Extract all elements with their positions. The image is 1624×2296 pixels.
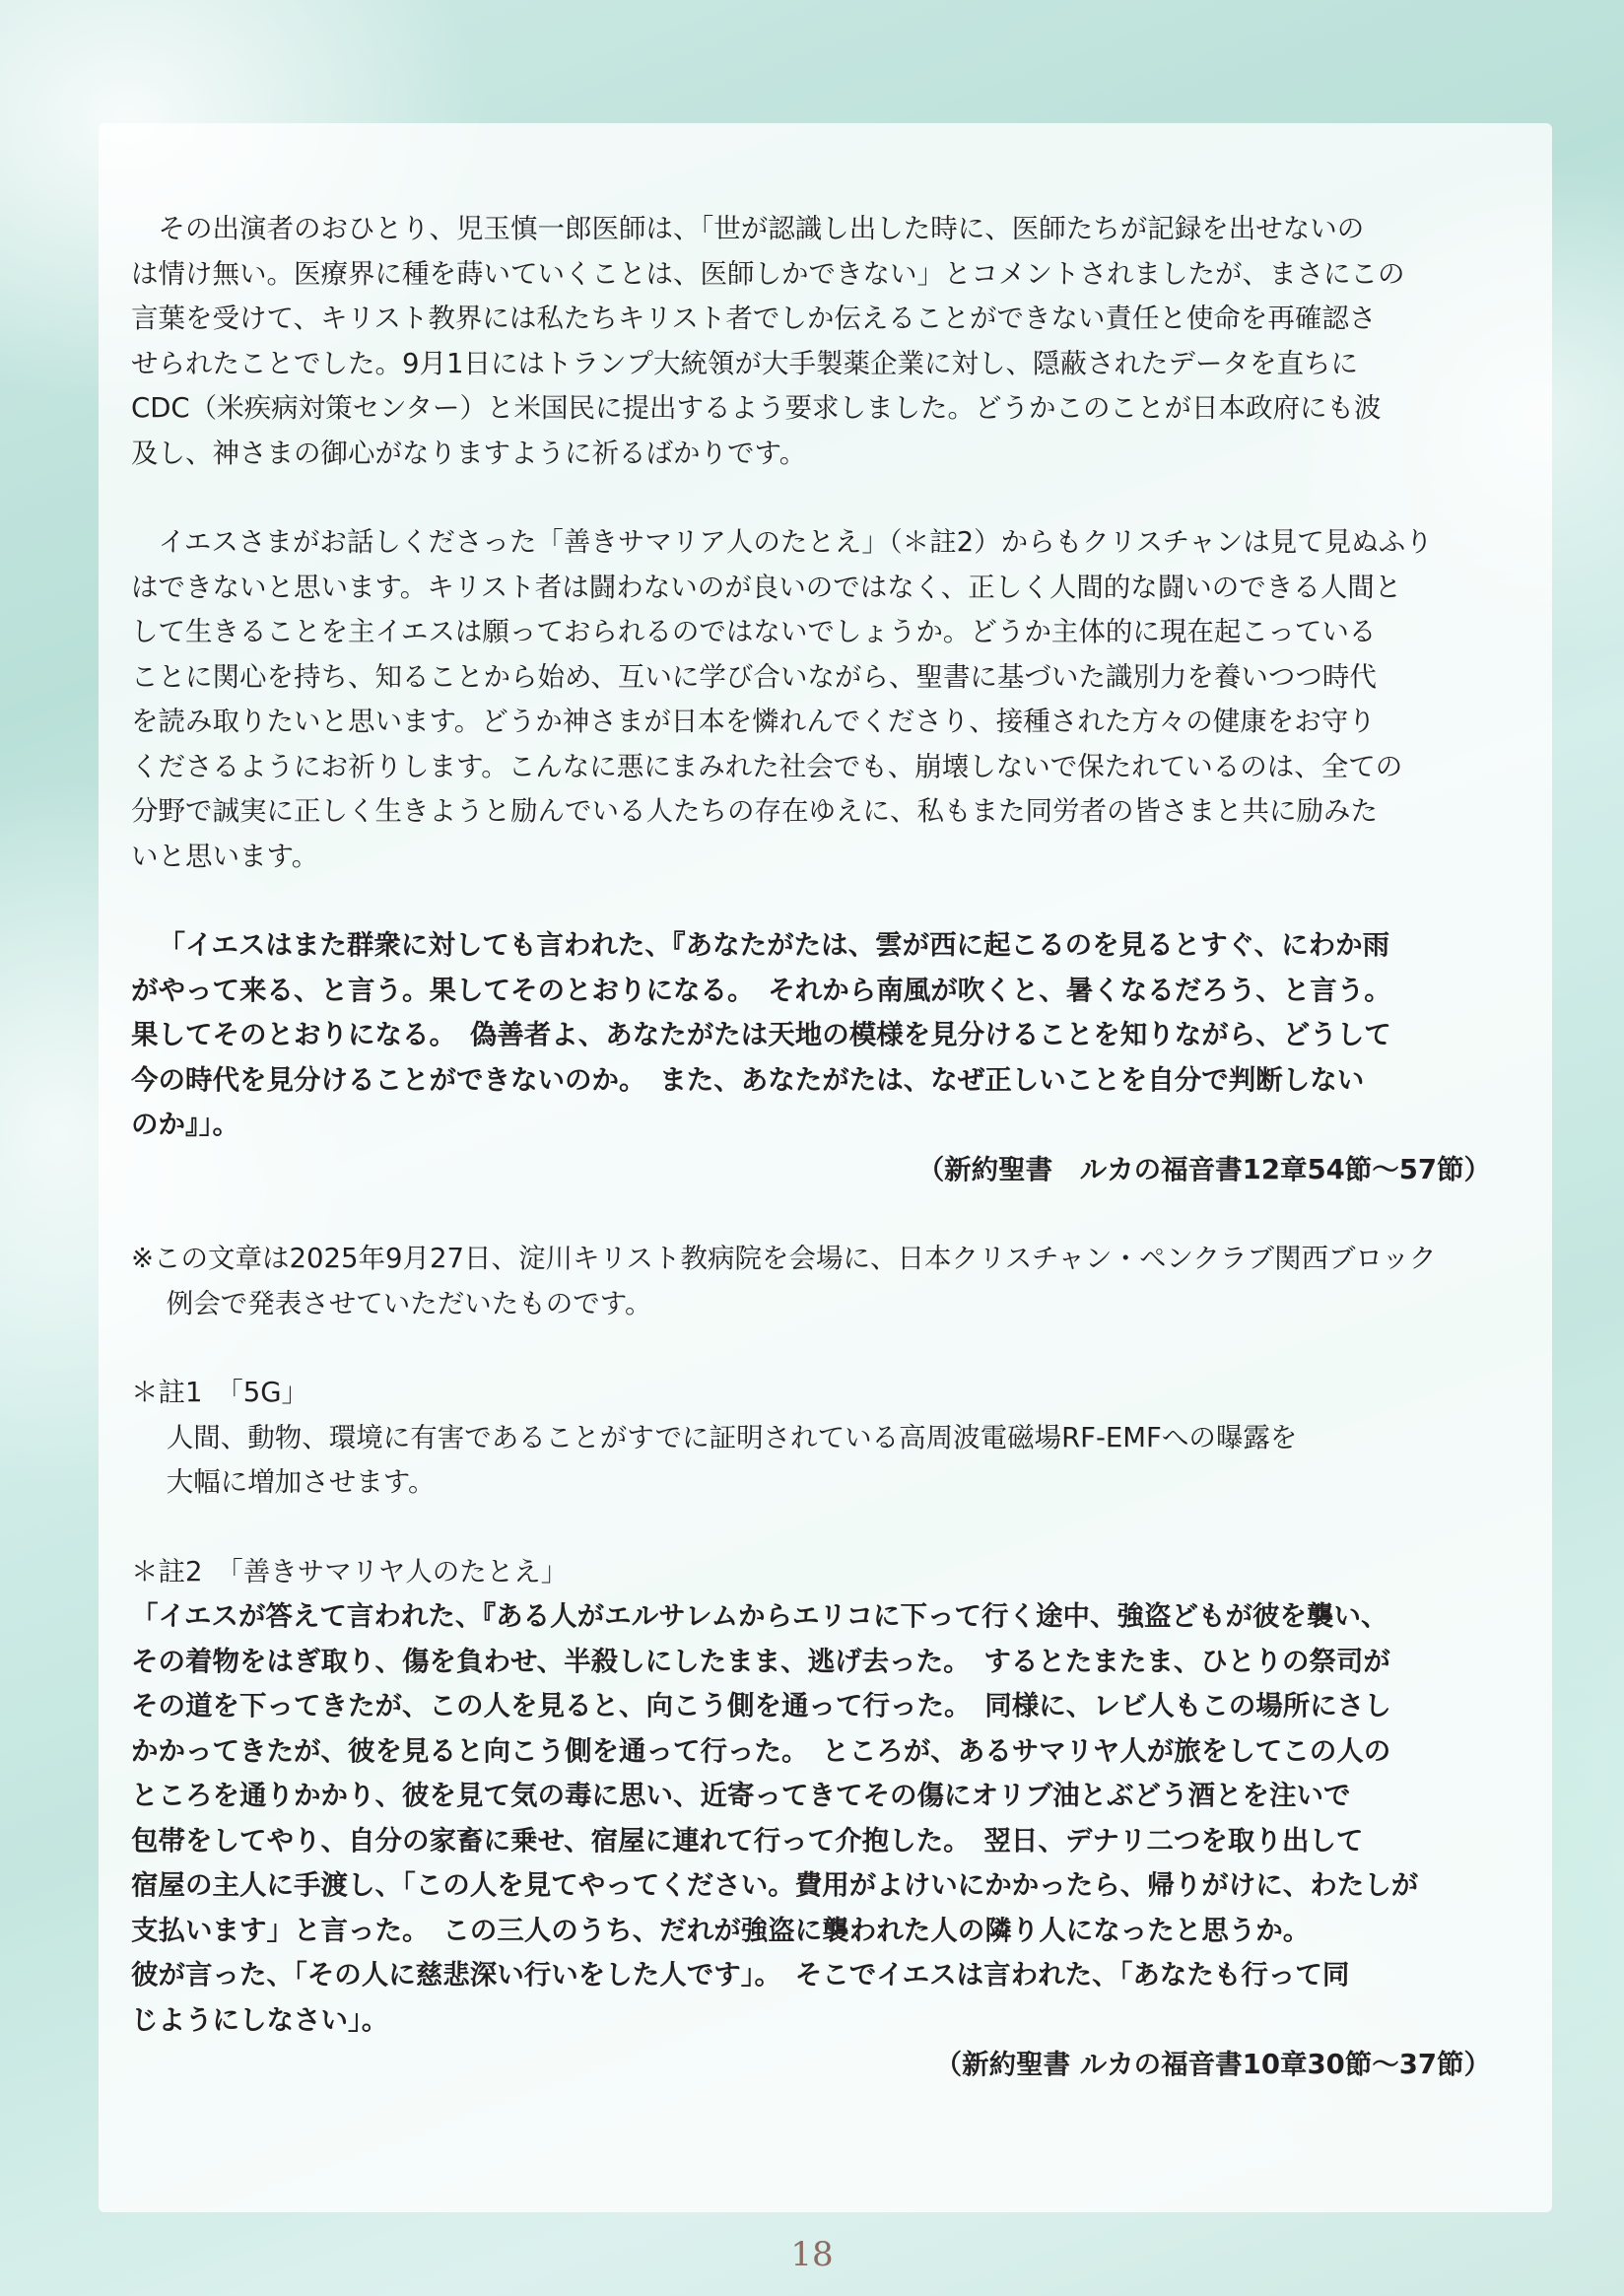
quote-line: 果してそのとおりになる。 偽善者よ、あなたがたは天地の模様を見分けることを知りながら、どうして	[131, 1019, 1391, 1050]
text-line: はできないと思います。キリスト者は闘わないのが良いのではなく、正しく人間的な闘いのできる人間と	[131, 571, 1402, 603]
footnote-heading: ＊註2 「善きサマリヤ人のたとえ」	[131, 1555, 569, 1587]
text-line: 分野で誠実に正しく生きようと励んでいる人たちの存在ゆえに、私もまた同労者の皆さまと共に励みた	[131, 795, 1378, 827]
text-line: その出演者のおひとり、児玉慎一郎医師は、「世が認識し出した時に、医師たちが記録を出せないの	[158, 213, 1365, 244]
quote-line: 今の時代を見分けることができないのか。 また、あなたがたは、なぜ正しいことを自分で判断しない	[131, 1063, 1365, 1096]
quote-line: のか』」。	[131, 1109, 239, 1140]
quote-line: その着物をはぎ取り、傷を負わせ、半殺しにしたまま、逃げ去った。 するとたまたま、ひとりの祭司が	[131, 1645, 1390, 1677]
text-line: いと思います。	[131, 840, 319, 872]
document-body	[131, 207, 1499, 2088]
quote-line: その道を下ってきたが、この人を見ると、向こう側を通って行った。 同様に、レビ人もこの場所にさし	[131, 1690, 1391, 1722]
presentation-remark	[131, 1237, 1499, 1326]
quote-line: 包帯をしてやり、自分の家畜に乗せ、宿屋に連れて行って介抱した。 翌日、デナリ二つを取り出して	[131, 1824, 1364, 1857]
text-line: くださるようにお祈りします。こんなに悪にまみれた社会でも、崩壊しないで保たれているのは、全ての	[131, 750, 1403, 782]
text-line: 言葉を受けて、キリスト教界には私たちキリスト者でしか伝えることができない責任と使命を再確認さ	[131, 303, 1377, 334]
paragraph-2	[131, 520, 1499, 879]
footnote-1	[131, 1371, 1499, 1506]
quote-line: 彼が言った、「その人に慈悲深い行いをした人です」。 そこでイエスは言われた、「あなたも行って同	[131, 1959, 1350, 1991]
scripture-citation: （新約聖書 ルカの福音書10章30節～37節）	[934, 2049, 1491, 2080]
text-line: ことに関心を持ち、知ることから始め、互いに学び合いながら、聖書に基づいた識別力を養いつつ時代	[131, 660, 1377, 693]
paragraph-1	[131, 207, 1499, 476]
scripture-citation: （新約聖書 ルカの福音書12章54節～57節）	[916, 1153, 1491, 1185]
text-line: 及し、神さまの御心がなりますように祈るばかりです。	[131, 437, 807, 469]
page-number: 18	[790, 2235, 834, 2274]
text-line: CDC（米疾病対策センター）と米国民に提出するよう要求しました。どうかこのことが日本政府にも波	[131, 392, 1382, 424]
remark-line: ※この文章は2025年9月27日、淀川キリスト教病院を会場に、日本クリスチャン・ペンクラブ関西ブロック	[131, 1243, 1437, 1274]
footnote-line: 人間、動物、環境に有害であることがすでに証明されている高周波電磁場RF-EMFへの曝露を	[166, 1421, 1298, 1453]
text-line: は情け無い。医療界に種を蒔いていくことは、医師しかできない」とコメントされましたが、まさにこの	[131, 257, 1405, 290]
footnote-line: 大幅に増加させます。	[166, 1466, 436, 1498]
quote-line: 「イエスが答えて言われた、『ある人がエルサレムからエリコに下って行く途中、強盗どもが彼を襲い、	[131, 1600, 1388, 1632]
remark-line: 例会で発表させていただいたものです。	[166, 1287, 652, 1319]
footnote-quote	[131, 1594, 1499, 2088]
quote-line: 宿屋の主人に手渡し、「この人を見てやってください。費用がよけいにかかったら、帰りがけに、わたしが	[131, 1869, 1419, 1901]
text-line: せられたことでした。9月1日にはトランプ大統領が大手製薬企業に対し、隠蔽されたデータを直ちに	[131, 347, 1358, 379]
quote-line: 支払います」と言った。 この三人のうち、だれが強盗に襲われた人の隣り人になったと思うか。	[131, 1914, 1311, 1946]
text-line: イエスさまがお話しくださった「善きサマリア人のたとえ」（＊註2）からもクリスチャンは見て見ぬふり	[158, 526, 1433, 558]
footnote-heading: ＊註1 「5G」	[131, 1377, 309, 1408]
scripture-quote-luke-12	[131, 923, 1499, 1192]
quote-line: かかってきたが、彼を見ると向こう側を通って行った。 ところが、あるサマリヤ人が旅をしてこの人の	[131, 1734, 1391, 1767]
quote-line: がやって来る、と言う。果してそのとおりになる。 それから南風が吹くと、暑くなるだろう、と言う。	[131, 974, 1391, 1006]
footnote-body	[131, 1416, 1499, 1506]
footnote-2	[131, 1550, 1499, 2088]
quote-line: 「イエスはまた群衆に対しても言われた、『あなたがたは、雲が西に起こるのを見るとすぐ、にわか雨	[158, 929, 1390, 961]
quote-line: じようにしなさい」。	[131, 2003, 389, 2036]
text-line: して生きることを主イエスは願っておられるのではないでしょうか。どうか主体的に現在起こっている	[131, 616, 1377, 647]
quote-line: ところを通りかかり、彼を見て気の毒に思い、近寄ってきてその傷にオリブ油とぶどう酒とを注いで	[131, 1780, 1351, 1811]
text-line: を読み取りたいと思います。どうか神さまが日本を憐れんでくださり、接種された方々の健康をお守り	[131, 706, 1376, 737]
